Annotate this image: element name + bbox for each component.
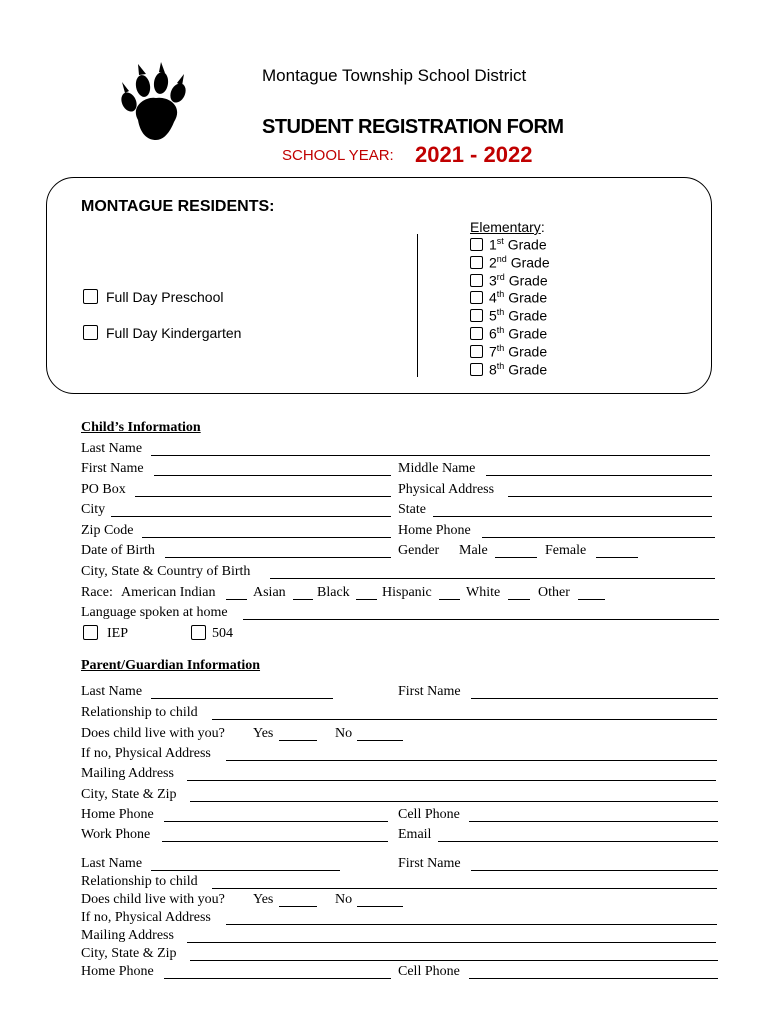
parent2-last-name-field[interactable]	[151, 870, 340, 871]
parent1-work-phone-label: Work Phone	[81, 827, 151, 842]
parent1-cell-phone-field[interactable]	[469, 821, 718, 822]
race-white: White	[466, 585, 501, 600]
child-first-name-field[interactable]	[154, 475, 391, 476]
checkbox[interactable]	[470, 327, 483, 340]
checkbox[interactable]	[470, 291, 483, 304]
school-year-label: SCHOOL YEAR:	[282, 147, 394, 164]
parent2-first-name-field[interactable]	[471, 870, 718, 871]
form-title: STUDENT REGISTRATION FORM	[262, 116, 564, 138]
parent1-last-name-label: Last Name	[81, 684, 143, 699]
checkbox[interactable]	[470, 256, 483, 269]
parent2-yes-field[interactable]	[279, 906, 317, 907]
child-gender-label: Gender	[398, 543, 440, 558]
option-label: Full Day Kindergarten	[106, 325, 242, 341]
parent2-city-state-zip-label: City, State & Zip	[81, 946, 177, 961]
parent1-last-name-field[interactable]	[151, 698, 333, 699]
child-po-box-field[interactable]	[135, 496, 391, 497]
parent1-home-phone-label: Home Phone	[81, 807, 154, 822]
parent1-email-field[interactable]	[438, 841, 718, 842]
checkbox[interactable]	[83, 325, 98, 340]
parent1-home-phone-field[interactable]	[164, 821, 388, 822]
parent2-cell-phone-field[interactable]	[469, 978, 718, 979]
parent2-home-phone-label: Home Phone	[81, 964, 154, 979]
parent2-mailing-label: Mailing Address	[81, 928, 174, 943]
iep-label: IEP	[107, 626, 128, 641]
race-black-field[interactable]	[356, 599, 377, 600]
child-first-name-label: First Name	[81, 461, 144, 476]
parent2-if-no-field[interactable]	[226, 924, 717, 925]
parent2-mailing-field[interactable]	[187, 942, 716, 943]
parent2-home-phone-field[interactable]	[164, 978, 391, 979]
grade-option[interactable]: 5th Grade	[470, 307, 547, 324]
child-dob-field[interactable]	[165, 557, 391, 558]
child-zip-field[interactable]	[142, 537, 391, 538]
race-american-indian: American Indian	[121, 585, 216, 600]
option-kindergarten[interactable]	[83, 325, 241, 341]
parent1-if-no-field[interactable]	[226, 760, 717, 761]
race-white-field[interactable]	[508, 599, 530, 600]
child-po-box-label: PO Box	[81, 482, 126, 497]
parent1-first-name-field[interactable]	[471, 698, 718, 699]
504-option[interactable]	[191, 625, 233, 642]
option-label: Full Day Preschool	[106, 289, 224, 305]
parent1-lives-with-label: Does child live with you?	[81, 726, 225, 741]
iep-option[interactable]	[83, 625, 128, 642]
child-home-phone-label: Home Phone	[398, 523, 471, 538]
parent1-cell-phone-label: Cell Phone	[398, 807, 460, 822]
child-birthplace-label: City, State & Country of Birth	[81, 564, 251, 579]
race-other-field[interactable]	[578, 599, 605, 600]
grade-option[interactable]: 8th Grade	[470, 361, 547, 378]
parent2-city-state-zip-field[interactable]	[190, 960, 718, 961]
parent2-no-field[interactable]	[357, 906, 403, 907]
parent1-yes-field[interactable]	[279, 740, 317, 741]
504-label: 504	[212, 626, 233, 641]
grade-option[interactable]: 7th Grade	[470, 343, 547, 360]
checkbox[interactable]	[470, 363, 483, 376]
grade-option[interactable]: 1st Grade	[470, 236, 547, 253]
checkbox[interactable]	[191, 625, 206, 640]
grade-option[interactable]: 2nd Grade	[470, 254, 550, 271]
elementary-label: Elementary:	[470, 219, 545, 235]
race-american-indian-field[interactable]	[226, 599, 247, 600]
parent2-cell-phone-label: Cell Phone	[398, 964, 460, 979]
checkbox[interactable]	[470, 274, 483, 287]
parent1-work-phone-field[interactable]	[162, 841, 388, 842]
bear-paw-icon	[116, 62, 196, 146]
district-name: Montague Township School District	[262, 66, 527, 85]
race-label: Race:	[81, 585, 113, 600]
parent1-email-label: Email	[398, 827, 432, 842]
option-preschool[interactable]	[83, 289, 224, 305]
checkbox[interactable]	[470, 238, 483, 251]
grade-option[interactable]: 4th Grade	[470, 289, 547, 306]
race-asian-field[interactable]	[293, 599, 313, 600]
race-hispanic: Hispanic	[382, 585, 432, 600]
child-home-phone-field[interactable]	[482, 537, 715, 538]
gender-female-field[interactable]	[596, 557, 638, 558]
parent2-if-no-label: If no, Physical Address	[81, 910, 211, 925]
parent1-if-no-label: If no, Physical Address	[81, 746, 211, 761]
child-dob-label: Date of Birth	[81, 543, 155, 558]
parent1-city-state-zip-label: City, State & Zip	[81, 787, 177, 802]
race-asian: Asian	[253, 585, 286, 600]
parent2-no-label: No	[335, 892, 353, 907]
parent1-relationship-field[interactable]	[212, 719, 717, 720]
school-year-value: 2021 - 2022	[415, 142, 533, 167]
checkbox[interactable]	[470, 309, 483, 322]
parent1-first-name-label: First Name	[398, 684, 461, 699]
child-city-field[interactable]	[111, 516, 391, 517]
parent2-relationship-field[interactable]	[212, 888, 717, 889]
grade-option[interactable]: 6th Grade	[470, 325, 547, 342]
race-hispanic-field[interactable]	[439, 599, 460, 600]
residents-heading: MONTAGUE RESIDENTS:	[81, 198, 275, 215]
child-state-label: State	[398, 502, 426, 517]
gender-female-label: Female	[545, 543, 587, 558]
parent2-relationship-label: Relationship to child	[81, 874, 198, 889]
checkbox[interactable]	[83, 625, 98, 640]
child-middle-name-label: Middle Name	[398, 461, 476, 476]
parent2-first-name-label: First Name	[398, 856, 461, 871]
parent-info-heading: Parent/Guardian Information	[81, 658, 261, 673]
parent1-city-state-zip-field[interactable]	[190, 801, 718, 802]
child-state-field[interactable]	[433, 516, 712, 517]
divider	[417, 234, 418, 377]
child-info-heading: Child’s Information	[81, 420, 201, 435]
child-birthplace-field[interactable]	[270, 578, 715, 579]
child-last-name-label: Last Name	[81, 441, 143, 456]
child-zip-label: Zip Code	[81, 523, 134, 538]
parent1-no-field[interactable]	[357, 740, 403, 741]
child-physical-address-field[interactable]	[508, 496, 712, 497]
language-field[interactable]	[243, 619, 719, 620]
parent2-yes-label: Yes	[253, 892, 274, 907]
gender-male-field[interactable]	[495, 557, 537, 558]
child-middle-name-field[interactable]	[486, 475, 712, 476]
race-black: Black	[317, 585, 350, 600]
grade-option[interactable]: 3rd Grade	[470, 272, 548, 289]
child-physical-address-label: Physical Address	[398, 482, 495, 497]
checkbox[interactable]	[83, 289, 98, 304]
parent1-yes-label: Yes	[253, 726, 274, 741]
parent1-mailing-label: Mailing Address	[81, 766, 174, 781]
child-last-name-field[interactable]	[151, 455, 710, 456]
gender-male-label: Male	[459, 543, 488, 558]
parent1-mailing-field[interactable]	[187, 780, 716, 781]
parent2-lives-with-label: Does child live with you?	[81, 892, 225, 907]
race-other: Other	[538, 585, 570, 600]
child-city-label: City	[81, 502, 106, 517]
parent1-no-label: No	[335, 726, 353, 741]
checkbox[interactable]	[470, 345, 483, 358]
parent1-relationship-label: Relationship to child	[81, 705, 198, 720]
language-label: Language spoken at home	[81, 605, 228, 620]
parent2-last-name-label: Last Name	[81, 856, 143, 871]
